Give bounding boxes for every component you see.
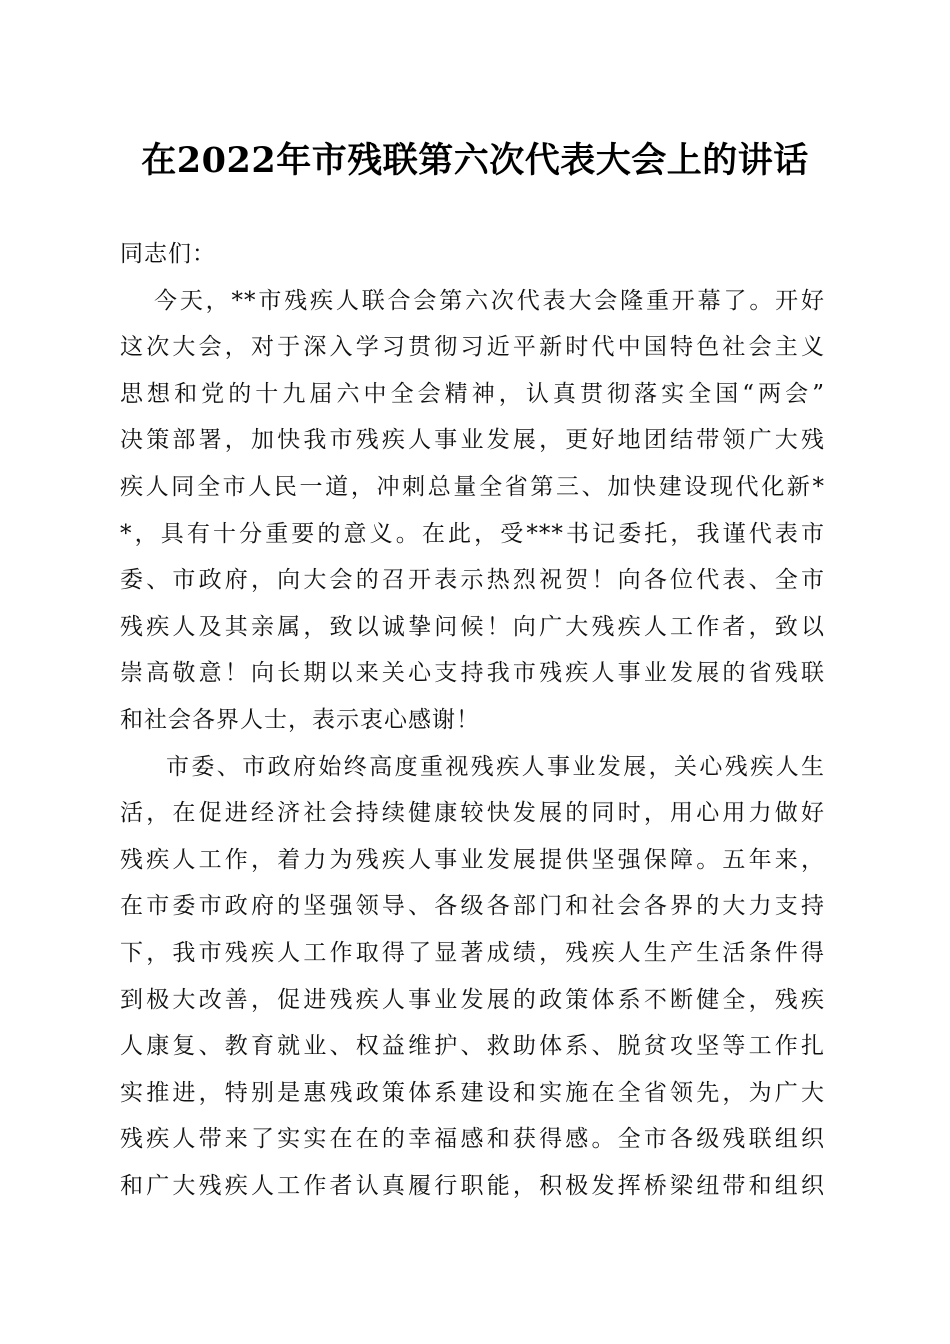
paragraph-2-line: 下，我市残疾人工作取得了显著成绩，残疾人生产生活条件得: [120, 939, 825, 966]
paragraph-1-line: 和社会各界人士，表示衷心感谢！: [120, 706, 480, 733]
paragraph-1-line: 今天，**市残疾人联合会第六次代表大会隆重开幕了。开好: [154, 287, 825, 314]
paragraph-1-line: 疾人同全市人民一道，冲刺总量全省第三、加快建设现代化新*: [120, 473, 825, 500]
paragraph-2-line: 人康复、教育就业、权益维护、救助体系、脱贫攻坚等工作扎: [120, 1033, 825, 1060]
paragraph-2-line: 和广大残疾人工作者认真履行职能，积极发挥桥梁纽带和组织: [120, 1172, 825, 1199]
paragraph-2-line: 市委、市政府始终高度重视残疾人事业发展，关心残疾人生: [166, 753, 825, 780]
paragraph-2-line: 残疾人带来了实实在在的幸福感和获得感。全市各级残联组织: [120, 1126, 825, 1153]
paragraph-1-line: 残疾人及其亲属，致以诚挚问候！向广大残疾人工作者，致以: [120, 613, 825, 640]
paragraph-1-line: 思想和党的十九届六中全会精神，认真贯彻落实全国“两会”: [120, 380, 825, 407]
paragraph-1-line: *，具有十分重要的意义。在此，受***书记委托，我谨代表市: [120, 520, 825, 547]
paragraph-1-line: 崇高敬意！向长期以来关心支持我市残疾人事业发展的省残联: [120, 660, 825, 687]
paragraph-1-line: 这次大会，对于深入学习贯彻习近平新时代中国特色社会主义: [120, 334, 825, 361]
document-title: 在2022年市残联第六次代表大会上的讲话: [141, 140, 809, 181]
salutation: 同志们：: [120, 241, 216, 267]
paragraph-2-line: 实推进，特别是惠残政策体系建设和实施在全省领先，为广大: [120, 1079, 825, 1106]
paragraph-2-line: 活，在促进经济社会持续健康较快发展的同时，用心用力做好: [120, 800, 825, 827]
paragraph-1-line: 决策部署，加快我市残疾人事业发展，更好地团结带领广大残: [120, 427, 825, 454]
paragraph-1-line: 委、市政府，向大会的召开表示热烈祝贺！向各位代表、全市: [120, 567, 825, 594]
paragraph-2-line: 残疾人工作，着力为残疾人事业发展提供坚强保障。五年来，: [120, 846, 825, 873]
document-body: [120, 236, 825, 1214]
paragraph-2-line: 到极大改善，促进残疾人事业发展的政策体系不断健全，残疾: [120, 986, 825, 1013]
paragraph-2-line: 在市委市政府的坚强领导、各级各部门和社会各界的大力支持: [120, 893, 825, 920]
